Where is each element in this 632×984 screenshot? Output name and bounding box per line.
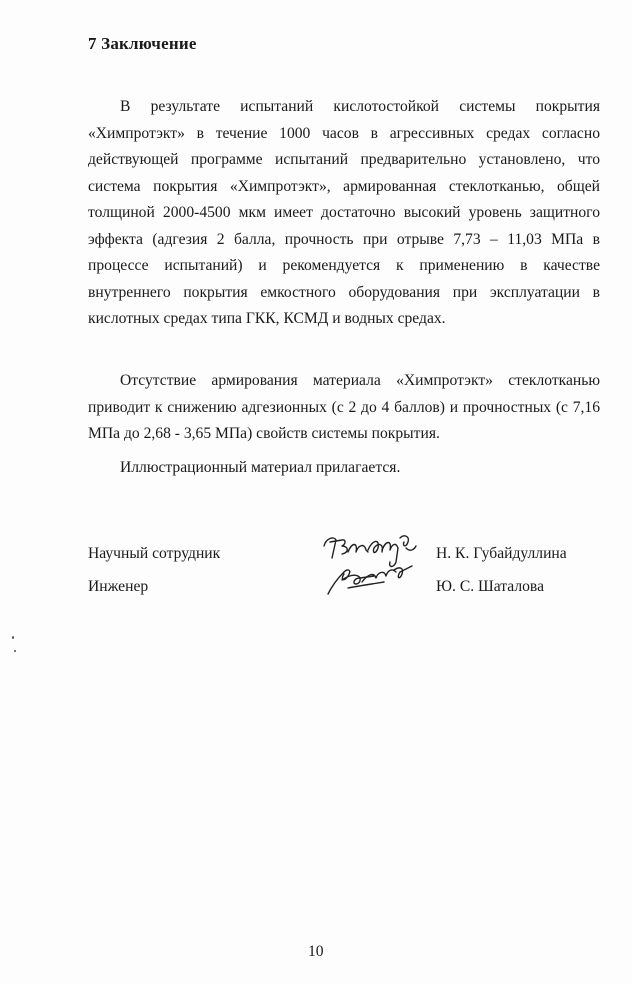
signatory-role-2: Инженер [88, 578, 149, 595]
conclusion-paragraph-1 [88, 94, 600, 333]
paragraph-1-text: В результате испытаний кислотостойкой системы покрытия «Химпротэкт» в течение 1000 часов в агрессивных средах согласно действующей программе испытаний предварительно установлено, что система покрытия «Химпротэкт», армированная стеклотканью, общей толщиной 2000-4500 мкм имеет достаточно высокий уровень защитного эффекта (адгезия 2 балла, прочность при отрыве 7,73 – 11,03 МПа в процессе испытаний) и рекомендуется к применению в качестве внутреннего покрытия емкостного оборудования при эксплуатации в кислотных средах типа ГКК, КСМД и водных средах. [88, 98, 600, 327]
page-number: 10 [308, 943, 324, 960]
signatory-name-1: Н. К. Губайдуллина [436, 545, 567, 562]
handwritten-signature [318, 528, 438, 606]
conclusion-paragraph-2 [88, 368, 600, 448]
scan-speck [12, 636, 14, 639]
signatory-name-2: Ю. С. Шаталова [436, 578, 544, 595]
section-heading: 7 Заключение [88, 34, 197, 53]
paragraph-2-text: Отсутствие армирования материала «Химпротэкт» стеклотканью приводит к снижению адгезионных (с 2 до 4 баллов) и прочностных (с 7,16 МПа до 2,68 - 3,65 МПа) свойств системы покрытия. [88, 372, 600, 442]
signatory-role-1: Научный сотрудник [88, 545, 221, 562]
conclusion-paragraph-3 [88, 455, 600, 482]
scan-speck [14, 650, 16, 652]
paragraph-3-text: Иллюстрационный материал прилагается. [120, 459, 401, 476]
